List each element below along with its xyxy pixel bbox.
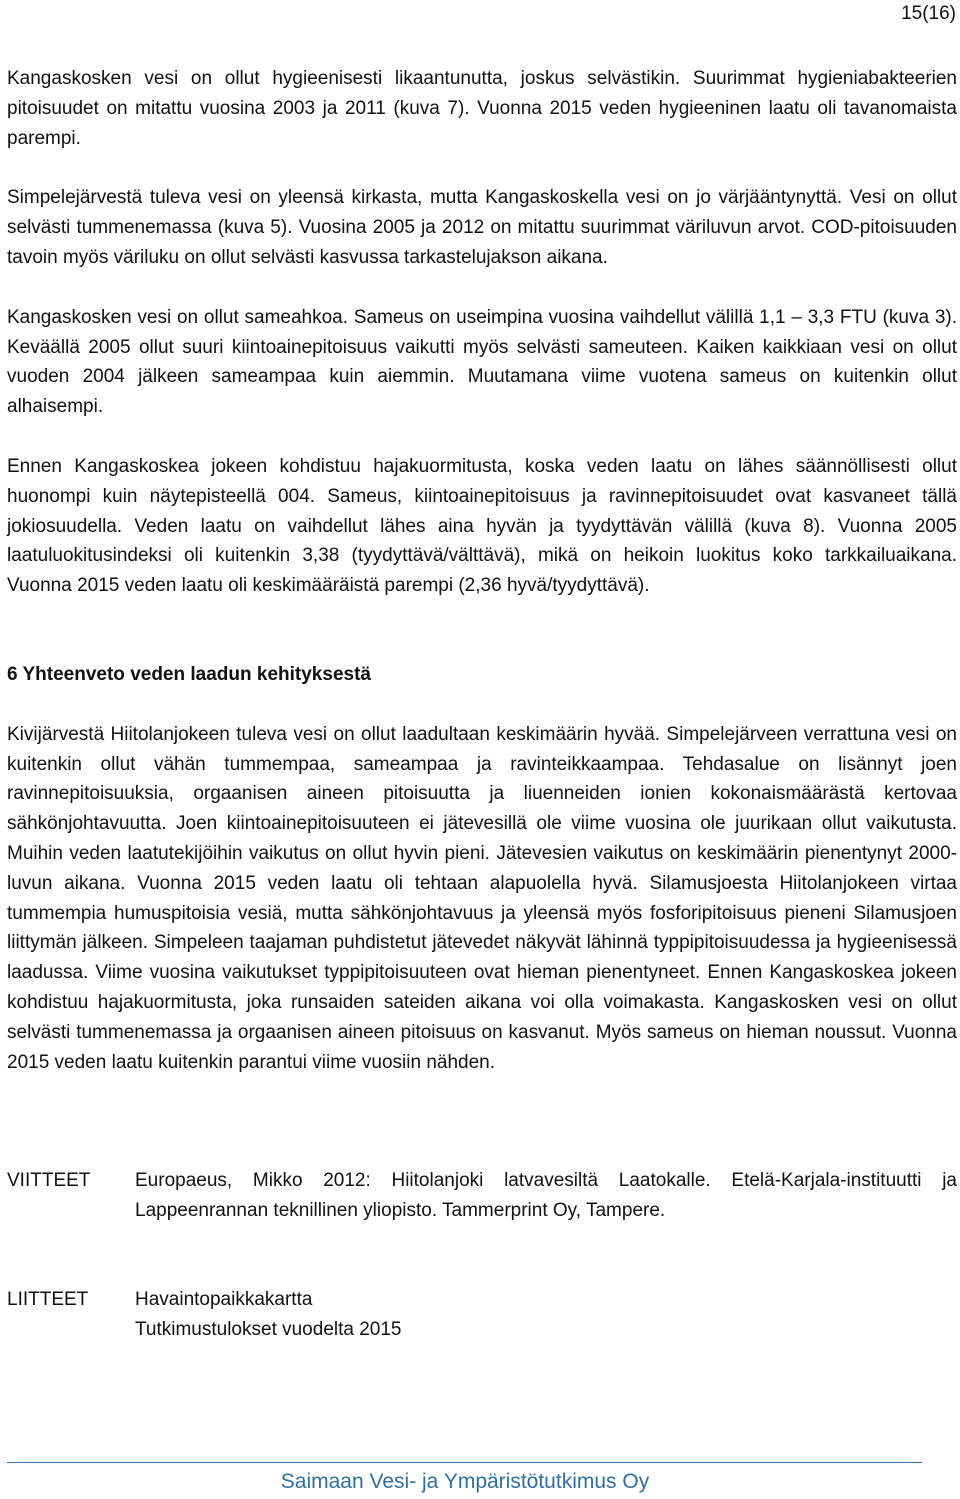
attachments-label: LIITTEET [7,1288,89,1310]
references-section [7,1166,957,1226]
attachments-list [135,1285,957,1345]
attachment-item: Havaintopaikkakartta [135,1288,313,1310]
attachment-item: Tutkimustulokset vuodelta 2015 [135,1318,402,1340]
page-number: 15(16) [901,3,956,24]
references-label: VIITTEET [7,1170,91,1192]
paragraph-diffuse-load: Ennen Kangaskoskea jokeen kohdistuu hajakuormitusta, koska veden laatu on lähes säännöllisesti ollut huonompi kuin näytepisteellä 004. Sameus, kiintoainepitoisuus ja ravinnepitoisuudet ovat kasvaneet tällä jokiosuudella. Veden laatu on vaihdellut lähes aina hyvän ja tyydyttävän välillä (kuva 8). Vuonna 2005 laatuluokitusindeksi oli kuitenkin 3,38 (tyydyttävä/välttävä), mikä on heikoin luokitus koko tarkkailuaikana. Vuonna 2015 veden laatu oli keskimääräistä parempi (2,36 hyvä/tyydyttävä). [7,455,957,597]
section-heading: 6 Yhteenveto veden laadun kehityksestä [7,663,371,685]
paragraph-hygiene: Kangaskosken vesi on ollut hygieenisesti likaantunutta, joskus selvästikin. Suurimmat hygieniabakteerien pitoisuudet on mitattu vuosina 2003 ja 2011 (kuva 7). Vuonna 2015 veden hygieeninen laatu oli tavanomaista parempi. [7,68,957,149]
paragraph-turbidity: Kangaskosken vesi on ollut sameahkoa. Sameus on useimpina vuosina vaihdellut välillä 1,1 – 3,3 FTU (kuva 3). Keväällä 2005 ollut suuri kiintoainepitoisuus vaikutti myös selvästi sameuteen. Kaiken kaikkiaan vesi on ollut vuoden 2004 jälkeen sameampaa kuin aiemmin. Muutamana viime vuotena sameus on kuitenkin ollut alhaisempi. [7,306,957,418]
footer-divider [7,1462,922,1463]
footer-company: Saimaan Vesi- ja Ympäristötutkimus Oy [280,1470,650,1493]
references-text: Europaeus, Mikko 2012: Hiitolanjoki latvavesiltä Laatokalle. Etelä-Karjala-instituutti ja Lappeenrannan teknillinen yliopisto. Tammerprint Oy, Tampere. [135,1170,957,1222]
attachments-section [7,1285,957,1345]
paragraph-color: Simpelejärvestä tuleva vesi on yleensä kirkasta, mutta Kangaskoskella vesi on jo värjääntynyttä. Vesi on ollut selvästi tummenemassa (kuva 5). Vuosina 2005 ja 2012 on mitattu suurimmat väriluvun arvot. COD-pitoisuuden tavoin myös väriluku on ollut selvästi kasvussa tarkastelujakson aikana. [7,187,957,268]
document-body [7,64,957,1345]
paragraph-summary: Kivijärvestä Hiitolanjokeen tuleva vesi on ollut laadultaan keskimäärin hyvää. Simpelejärveen verrattuna vesi on kuitenkin ollut vähän tummempaa, sameampaa ja ravinteikkaampaa. Tehdasalue on lisännyt joen ravinnepitoisuuksia, orgaanisen aineen pitoisuutta ja liuenneiden ionien kokonaismäärästä kertovaa sähkönjohtavuutta. Joen kiintoainepitoisuuteen ei jätevesillä ole viime vuosina ole juurikaan ollut vaikutusta. Muihin veden laatutekijöihin vaikutus on ollut hyvin pieni. Jätevesien vaikutus on keskimäärin pienentynyt 2000-luvun aikana. Vuonna 2015 veden laatu oli tehtaan alapuolella hyvä. Silamusjoesta Hiitolanjokeen virtaa tummempia humuspitoisia vesiä, mutta sähkönjohtavuus ja yleensä myös fosforipitoisuus pienenі Silamusjoen liittymän jälkeen. Simpeleen taajaman puhdistetut jätevedet näkyvät lähinnä typpipitoisuudessa ja hygieenisessä laadussa. Viime vuosina vaikutukset typpipitoisuuteen ovat hieman pienentyneet. Ennen Kangaskoskea jokeen kohdistuu hajakuormitusta, joka runsaiden sateiden aikana voi olla voimakasta. Kangaskosken vesi on ollut selvästi tummenemassa ja orgaanisen aineen pitoisuus on kasvanut. Myös sameus on hieman noussut. Vuonna 2015 veden laatu kuitenkin parantui viime vuosiin nähden. [7,723,957,1073]
